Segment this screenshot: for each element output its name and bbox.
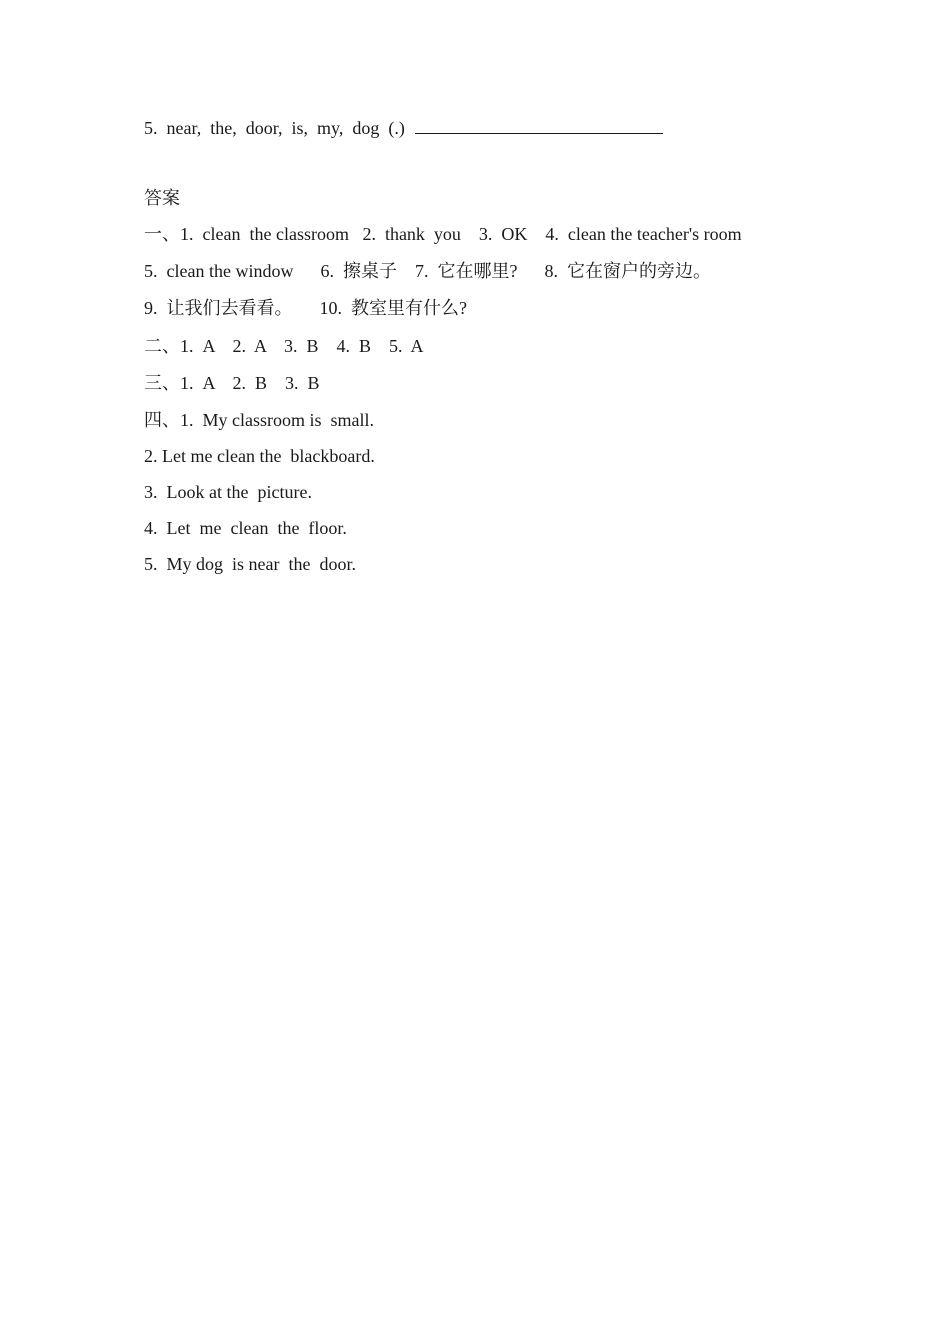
answer-section-4-item-1: 四、1. My classroom is small. <box>144 410 374 430</box>
answer-section-3: 三、1. A 2. B 3. B <box>144 373 320 393</box>
answer-section-4-item-2: 2. Let me clean the blackboard. <box>144 446 375 466</box>
answer-section-2: 二、1. A 2. A 3. B 4. B 5. A <box>144 336 424 356</box>
answers-title: 答案 <box>144 188 180 208</box>
answer-section-4-item-5: 5. My dog is near the door. <box>144 554 356 574</box>
answer-section-4-item-4: 4. Let me clean the floor. <box>144 518 347 538</box>
question-5 <box>144 115 663 139</box>
answer-blank[interactable] <box>415 115 663 134</box>
answer-section-1-line-2: 5. clean the window 6. 擦桌子 7. 它在哪里? 8. 它在窗户的旁边。 <box>144 261 711 281</box>
answer-section-1-line-1: 一、1. clean the classroom 2. thank you 3. OK 4. clean the teacher's room <box>144 224 742 244</box>
answer-section-4-item-3: 3. Look at the picture. <box>144 482 312 502</box>
question-5-text: 5. near, the, door, is, my, dog (.) <box>144 118 405 138</box>
answer-section-1-line-3: 9. 让我们去看看。 10. 教室里有什么? <box>144 298 467 318</box>
